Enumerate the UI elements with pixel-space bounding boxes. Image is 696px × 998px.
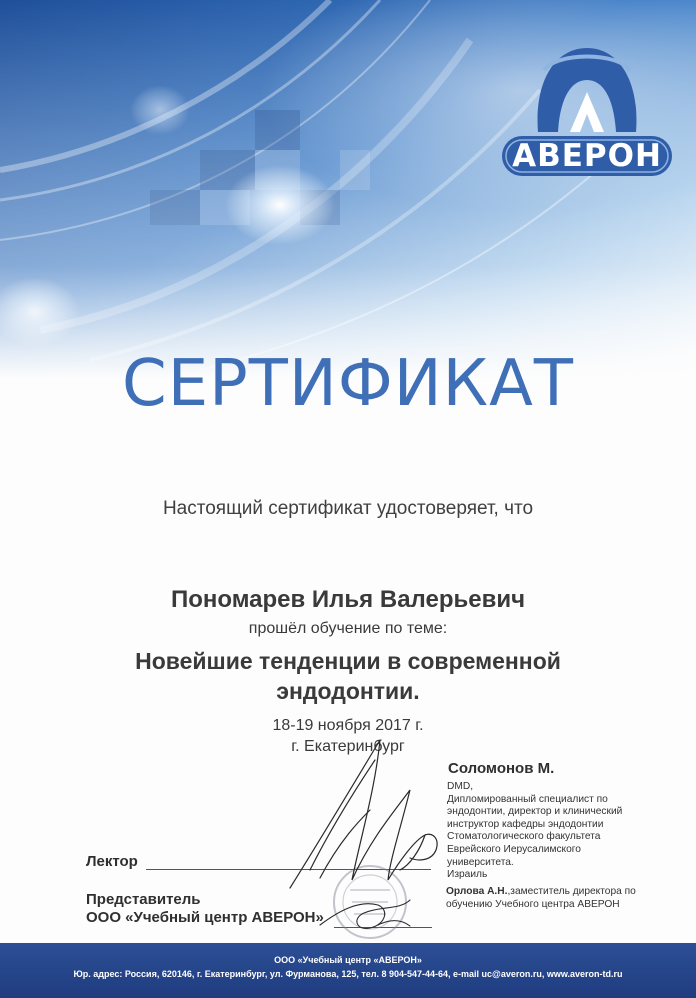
footer-company: ООО «Учебный центр «АВЕРОН» (274, 955, 422, 965)
footer-address: Юр. адрес: Россия, 620146, г. Екатеринбург, ул. Фурманова, 125, тел. 8 904-547-44-64, e-mail uc@averon.ru, www.averon-td.ru (73, 969, 623, 979)
course-date: 18-19 ноября 2017 г. (272, 717, 424, 734)
recipient-name: Пономарев Илья Валерьевич (170, 586, 526, 613)
stamp-icon (334, 866, 406, 938)
representative-name: Орлова А.Н. (446, 886, 508, 897)
course-topic-line2: эндодонтии. (276, 678, 420, 704)
lector-label: Лектор (86, 853, 138, 870)
trained-text: прошёл обучение по теме: (248, 620, 448, 637)
averon-logo (498, 40, 676, 180)
representative-description (446, 886, 646, 911)
logo-text: АВЕРОН (512, 138, 662, 174)
lecturer-description: DMD, Дипломированный специалист по эндодонтии, директор и клинический инструктор кафедры эндодонтии Стоматологического факультета Еврейского Иерусалимского университета. Израиль (447, 781, 623, 881)
representative-title: ,заместитель директора по обучению Учебного центра АВЕРОН (446, 886, 636, 910)
lecturer-name: Соломонов М. (448, 760, 555, 777)
representative-label-line1: Представитель (86, 891, 201, 908)
intro-text: Настоящий сертификат удостоверяет, что (162, 498, 534, 519)
course-city: г. Екатеринбург (291, 738, 405, 755)
signature-and-stamp (260, 720, 460, 950)
course-topic (0, 646, 696, 706)
representative-label-line2: ООО «Учебный центр АВЕРОН» (86, 909, 324, 926)
footer (0, 943, 696, 998)
certificate-title: СЕРТИФИКАТ (122, 347, 574, 421)
course-topic-line1: Новейшие тенденции в современной (135, 648, 561, 674)
